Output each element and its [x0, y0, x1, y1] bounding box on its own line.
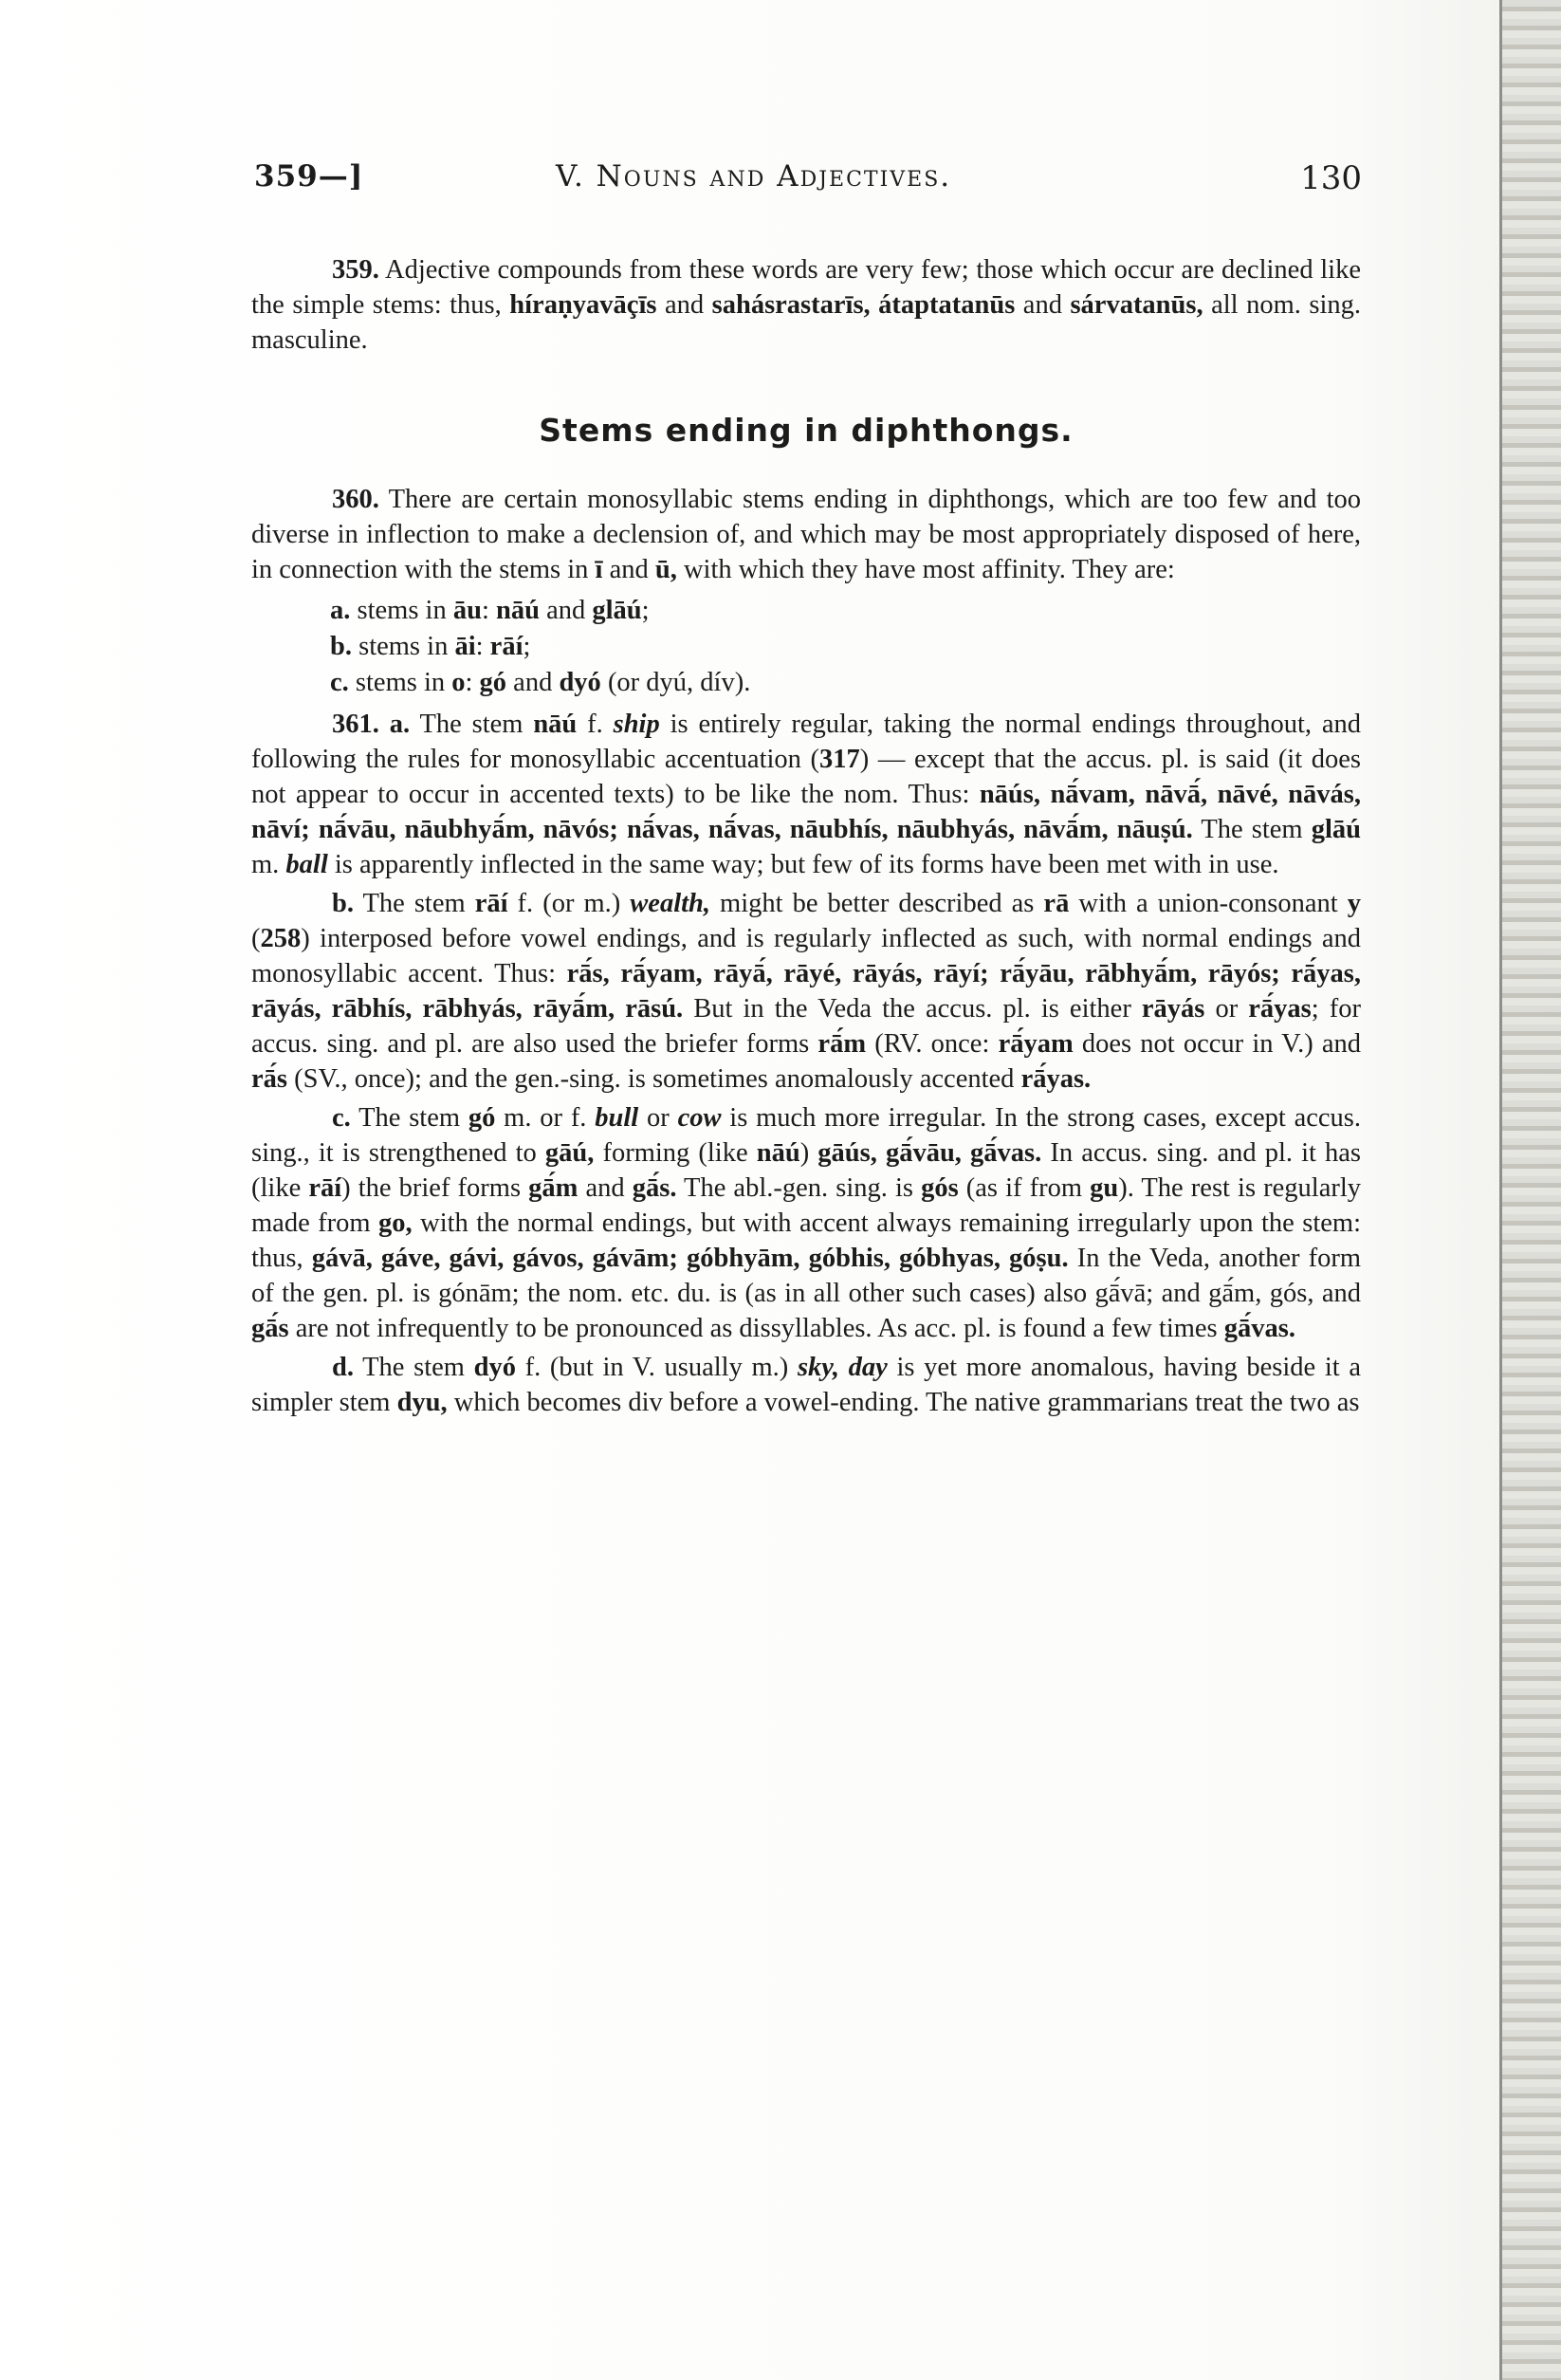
paragraph-361a: 361. a. The stem nāú f. ship is entirely regular, taking the normal endings throughout, and following the rules for monosyllabic accentuation (317) — except that the accus. pl. is said (it does not appear to occur in accented texts) to be like the nom. Thus: nāús, nā́vam, nāvā́, nāvé, nāvás, nāví; nā́vāu, nāubhyā́m, nāvós; nā́vas, nā́vas, nāubhís, nāubhyás, nāvā́m, nāuṣú. The stem glāú m. ball is apparently inflected in the same way; but few of its forms have been met with in use.	[251, 710, 1361, 879]
page-edge-shadow	[1502, 0, 1561, 2380]
paragraph-359: 359. Adjective compounds from these words are very few; those which occur are declined like the simple stems: thus, híraṇyavāçīs and sahásrastarīs, átaptatanūs and sárvatanūs, all nom. sing. masculine.	[251, 255, 1362, 355]
paragraph-number: 359.	[332, 255, 379, 285]
paragraph-360: 360. There are certain monosyllabic stems ending in diphthongs, which are too few and too diverse in inflection to make a declension of, and which may be most appropriately disposed of here, in connection with the stems in ī and ū, with which they have most affinity. They are:	[251, 485, 1361, 584]
section-heading: Stems ending in diphthongs.	[539, 412, 1074, 449]
list-item: a. stems in āu: nāú and glāú;	[330, 596, 650, 625]
paragraph-number: 360.	[332, 485, 379, 514]
paragraph-361d: d. The stem dyó f. (but in V. usually m.) sky, day is yet more anomalous, having beside it a simpler stem dyu, which becomes div before a vowel-ending. The native grammarians treat the two as	[251, 1353, 1361, 1417]
paragraph-361c: c. The stem gó m. or f. bull or cow is much more irregular. In the strong cases, except accus. sing., it is strengthened to gāú, forming (like nāú) gāús, gā́vāu, gā́vas. In accus. sing. and pl. it has (like rāí) the brief forms gā́m and gā́s. The abl.-gen. sing. is gós (as if from gu). The rest is regularly made from go, with the normal endings, but with accent always remaining irregularly upon the stem: thus, gávā, gáve, gávi, gávos, gávām; góbhyām, góbhis, góbhyas, góṣu. In the Veda, another form of the gen. pl. is gónām; the nom. etc. du. is (as in all other such cases) also gā́vā; and gā́m, gós, and gā́s are not infrequently to be pronounced as dissyllables. As acc. pl. is found a few times gā́vas.	[251, 1103, 1362, 1343]
stem-list	[251, 593, 1361, 701]
list-item: c. stems in o: gó and dyó (or dyú, dív).	[330, 668, 751, 697]
section-reference: 359—]	[254, 159, 364, 194]
page-edge-line	[1499, 0, 1502, 2380]
paragraph-361b: b. The stem rāí f. (or m.) wealth, might be better described as rā with a union-consonant y (258) interposed before vowel endings, and is regularly inflected as such, with normal endings and monosyllabic accent. Thus: rā́s, rā́yam, rāyā́, rāyé, rāyás, rāyí; rā́yāu, rābhyā́m, rāyós; rā́yas, rāyás, rābhís, rābhyás, rāyā́m, rāsú. But in the Veda the accus. pl. is either rāyás or rā́yas; for accus. sing. and pl. are also used the briefer forms rā́m (RV. once: rā́yam does not occur in V.) and rā́s (SV., once); and the gen.-sing. is sometimes anomalously accented rā́yas.	[251, 889, 1362, 1094]
paragraph-number: 361.	[332, 710, 379, 739]
running-head	[254, 159, 1362, 207]
list-item: b. stems in āi: rāí;	[330, 632, 531, 661]
chapter-title: V. Nouns and Adjectives.	[556, 159, 952, 194]
body-text	[251, 252, 1361, 1424]
page-number: 130	[1300, 159, 1362, 197]
